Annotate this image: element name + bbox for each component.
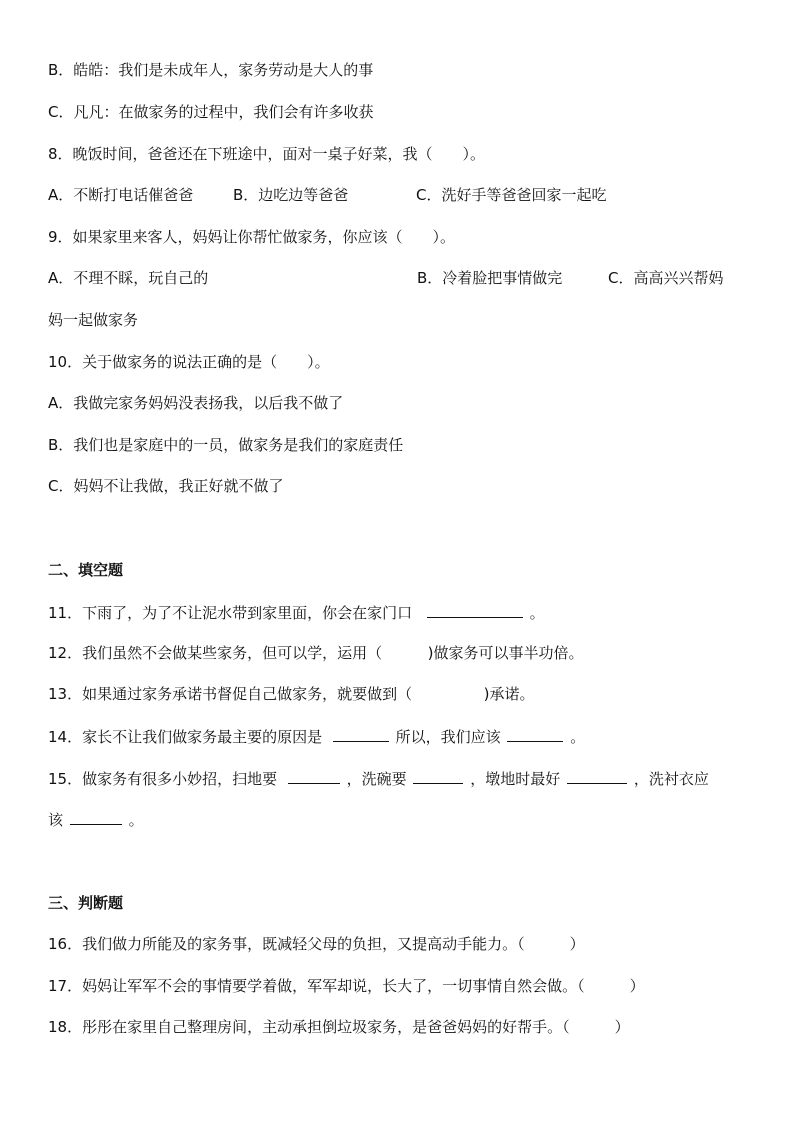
q15-text-4: ，洗衬衣应	[633, 770, 709, 788]
q15-answer-blank-2[interactable]	[413, 767, 463, 784]
q10-option-b: B．我们也是家庭中的一员，做家务是我们的家庭责任	[48, 436, 404, 454]
q9-option-c-continued: 妈一起做家务	[48, 311, 139, 329]
q8-options	[48, 184, 607, 206]
q10-option-c: C．妈妈不让我做，我正好就不做了	[48, 477, 284, 495]
section-2-heading: 二、填空题	[48, 561, 124, 579]
q15-continued	[48, 808, 144, 831]
q15-answer-blank-3[interactable]	[567, 767, 627, 784]
q18: 18．彤彤在家里自己整理房间，主动承担倒垃圾家务，是爸爸妈妈的好帮手。（ ）	[48, 1018, 630, 1036]
q17: 17．妈妈让军军不会的事情要学着做，军军却说，长大了，一切事情自然会做。（ ）	[48, 977, 645, 995]
q15-text-2: ，洗碗要	[346, 770, 407, 788]
q15-text-1: 15．做家务有很多小妙招，扫地要	[48, 770, 278, 788]
q10-stem: 10．关于做家务的说法正确的是（ ）。	[48, 353, 330, 371]
q11-end: 。	[529, 604, 545, 622]
q8-stem: 8．晚饭时间，爸爸还在下班途中，面对一桌子好菜，我（ ）。	[48, 145, 486, 163]
q15-answer-blank-4[interactable]	[70, 808, 122, 825]
q7-option-b: B．皓皓：我们是未成年人，家务劳动是大人的事	[48, 61, 374, 79]
section-3-heading: 三、判断题	[48, 894, 124, 912]
q10-option-a: A．我做完家务妈妈没表扬我，以后我不做了	[48, 394, 344, 412]
q11	[48, 601, 545, 624]
q14-end: 。	[570, 728, 586, 746]
q8-option-a: A．不断打电话催爸爸	[48, 186, 194, 204]
q14-mid: 所以，我们应该	[395, 728, 501, 746]
q16: 16．我们做力所能及的家务事，既减轻父母的负担，又提高动手能力。（ ）	[48, 935, 585, 953]
q8-option-b: B．边吃边等爸爸	[233, 186, 349, 204]
q14-text: 14．家长不让我们做家务最主要的原因是	[48, 728, 323, 746]
q13-end: )承诺。	[483, 685, 535, 703]
q7-option-c: C．凡凡：在做家务的过程中，我们会有许多收获	[48, 103, 374, 121]
q9-options	[48, 267, 724, 289]
q9-option-b: B．冷着脸把事情做完	[417, 269, 563, 287]
q9-option-a: A．不理不睬，玩自己的	[48, 269, 209, 287]
q15-text-5: 该	[48, 811, 64, 829]
q14	[48, 725, 585, 748]
q8-option-c: C．洗好手等爸爸回家一起吃	[416, 186, 607, 204]
q12	[48, 642, 584, 664]
q9-stem: 9．如果家里来客人，妈妈让你帮忙做家务，你应该（ ）。	[48, 228, 456, 246]
q15-answer-blank-1[interactable]	[288, 767, 340, 784]
q15	[48, 767, 709, 790]
q13	[48, 683, 535, 705]
q13-text: 13．如果通过家务承诺书督促自己做家务，就要做到（	[48, 685, 413, 703]
q14-answer-blank-2[interactable]	[507, 725, 563, 742]
q12-text: 12．我们虽然不会做某些家务，但可以学，运用（	[48, 644, 383, 662]
q11-text: 11．下雨了，为了不让泥水带到家里面，你会在家门口	[48, 604, 413, 622]
q11-answer-blank[interactable]	[427, 601, 523, 618]
q14-answer-blank-1[interactable]	[333, 725, 389, 742]
q12-end: )做家务可以事半功倍。	[427, 644, 584, 662]
q15-end: 。	[128, 811, 144, 829]
q15-text-3: ，墩地时最好	[470, 770, 561, 788]
q9-option-c: C．高高兴兴帮妈	[608, 269, 724, 287]
